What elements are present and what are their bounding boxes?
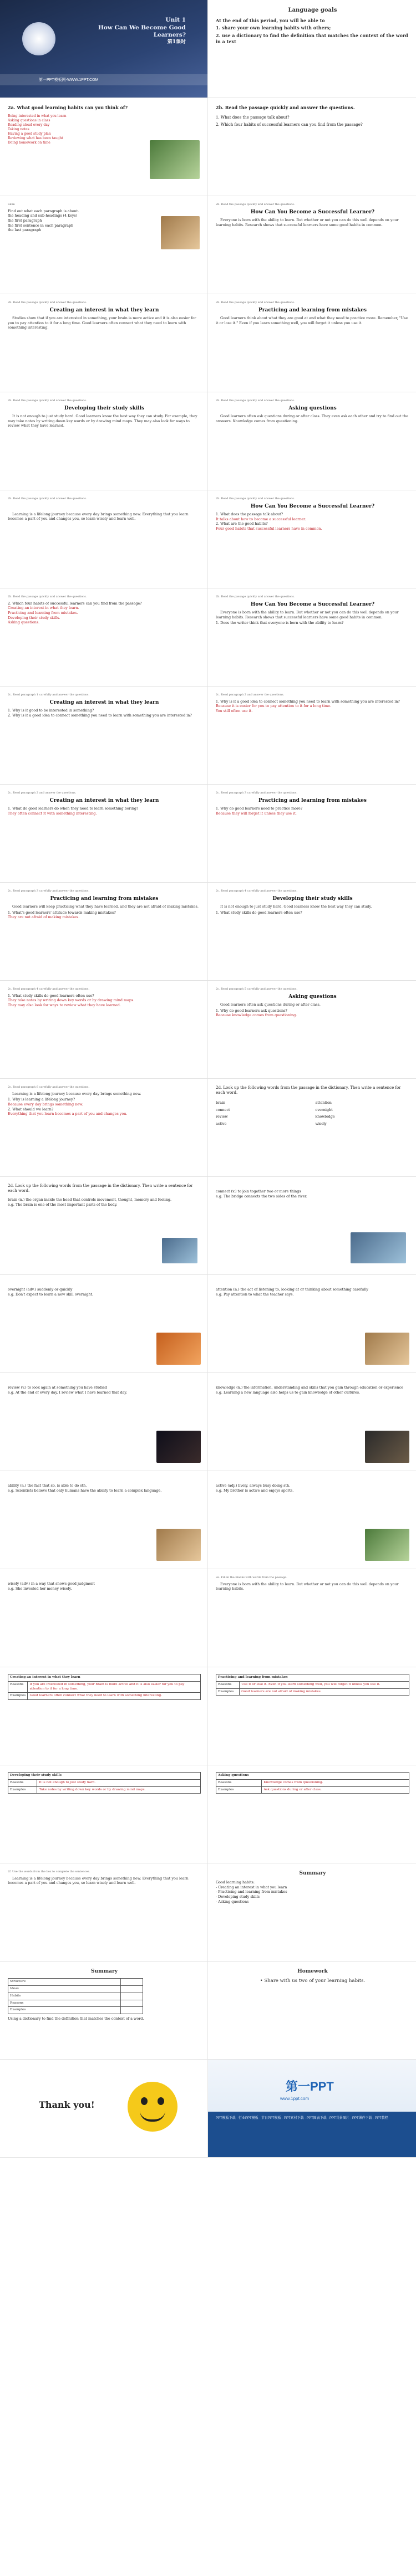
row-9 bbox=[0, 785, 416, 883]
child-image bbox=[156, 1529, 201, 1561]
slide-ppt-ad bbox=[208, 2060, 416, 2157]
word-item: overnight bbox=[315, 1107, 333, 1112]
ppt-url[interactable]: www.1ppt.com bbox=[280, 2096, 310, 2101]
goals-heading: Language goals bbox=[288, 7, 337, 13]
row-12 bbox=[0, 1079, 416, 1177]
slide-skim-label: Skim bbox=[8, 203, 15, 206]
slide-active bbox=[208, 1471, 416, 1569]
table-row-head: Reasons bbox=[8, 1779, 37, 1786]
answers-1-q2: 2. What are the good habits? bbox=[216, 521, 268, 526]
p5-a1: Because knowledge comes from questioning. bbox=[216, 1013, 297, 1018]
wisely-definition: wisely (adv.) in a way that shows good judgment bbox=[8, 1581, 95, 1586]
answers-1-label: 2b. Read the passage quickly and answer the questions. bbox=[216, 497, 295, 500]
row-14 bbox=[0, 1275, 416, 1373]
summary-line: - Practicing and learning from mistakes bbox=[216, 1889, 287, 1894]
p4b-q1: 1. What study skills do good learners often use? bbox=[8, 993, 94, 998]
p4-q1: 1. What study skills do good learners often use? bbox=[216, 910, 302, 915]
row-17 bbox=[0, 1569, 416, 1667]
overnight-example: e.g. Don't expect to learn a new skill overnight. bbox=[8, 1292, 93, 1297]
table-cell: Take notes by writing down key words or by drawing mind maps. bbox=[37, 1786, 201, 1794]
word-item: attention bbox=[315, 1100, 332, 1105]
p2-q1: 1. Why is it a good idea to connect something you need to learn with something you are interested in? bbox=[216, 699, 400, 704]
word-item: knowledge bbox=[315, 1114, 335, 1119]
slide-2c-p2b bbox=[0, 785, 208, 882]
smiley-icon bbox=[128, 2082, 177, 2132]
review-example: e.g. At the end of every day, I review what I have learned that day. bbox=[8, 1390, 128, 1395]
table-title: Developing their study skills bbox=[8, 1773, 201, 1780]
cover-heading: How Can We Become Good Learners? bbox=[98, 24, 186, 39]
ability-definition: ability (n.) the fact that sb. is able to do sth. bbox=[8, 1483, 87, 1488]
row-20 bbox=[0, 1863, 416, 1962]
row-11 bbox=[0, 981, 416, 1079]
born-ability-paragraph: Everyone is born with the ability to learn. But whether or not you can do this well depends on your learning habits. Research shows that successful learners have some good habits in common. bbox=[216, 610, 399, 619]
four-habits-item: Developing their study skills. bbox=[8, 615, 60, 620]
word-item: connect bbox=[216, 1107, 230, 1112]
passage-paragraph: Everyone is born with the ability to learn. But whether or not you can do this well depends on your learning habits. Research shows that successful learners have some good habits in common. bbox=[216, 217, 399, 227]
slide-homework bbox=[208, 1962, 416, 2059]
reading-photo bbox=[161, 216, 200, 249]
skim-line-1: Find out what each paragraph is about. bbox=[8, 208, 79, 213]
born-ability-question: 1. Does the writer think that everyone is born with the ability to learn? bbox=[216, 621, 344, 626]
four-habits-question: 2. Which four habits of successful learners can you find from the passage? bbox=[8, 601, 142, 606]
slide-brain bbox=[0, 1177, 208, 1274]
lifelong-paragraph: Learning is a lifelong journey because every day brings something new. Everything that you learn becomes a part of you and changes you, so learn wisely and learn well. bbox=[8, 511, 189, 521]
slide-interest bbox=[0, 294, 208, 392]
habit-item: Being interested in what you learn bbox=[8, 114, 67, 118]
summary-heading: Summary bbox=[299, 1871, 326, 1876]
overnight-image bbox=[156, 1333, 201, 1365]
active-definition: active (adj.) lively, always busy doing sth. bbox=[216, 1483, 291, 1488]
slide-skills bbox=[0, 392, 208, 490]
slide-review bbox=[0, 1373, 208, 1471]
slide-knowledge bbox=[208, 1373, 416, 1471]
slide-2f bbox=[0, 1863, 208, 1961]
thank-you-text: Thank you! bbox=[39, 2099, 95, 2110]
row-1 bbox=[0, 0, 416, 98]
sports-image bbox=[365, 1529, 409, 1561]
practice-table bbox=[216, 1674, 409, 1696]
cover-title bbox=[83, 17, 186, 46]
table-row-head: Examples bbox=[8, 1693, 28, 1700]
slide-2c-p4 bbox=[208, 883, 416, 980]
cover-slide bbox=[0, 0, 208, 98]
slide-2b-questions bbox=[208, 98, 416, 196]
slide-2c-p3b bbox=[0, 883, 208, 980]
review-definition: review (v.) to look again at something you have studied bbox=[8, 1385, 107, 1390]
row-6 bbox=[0, 490, 416, 588]
2e-label: 2e. Fill in the blanks with words from the passage. bbox=[216, 1576, 287, 1579]
cover-unit: Unit 1 bbox=[165, 17, 186, 23]
summary-row: Reasons bbox=[8, 2000, 121, 2007]
asking-paragraph: Good learners often ask questions during or after class. They even ask each other and try to find out the answers. Knowledge comes from questioning. bbox=[216, 413, 409, 423]
p1-q2: 2. Why is it a good idea to connect something you need to learn with something you are interested in? bbox=[8, 713, 192, 718]
p6-label: 2c. Read paragraph 6 carefully and answer the questions. bbox=[8, 1085, 90, 1089]
row-22 bbox=[0, 2060, 416, 2158]
p3b-title: Practicing and learning from mistakes bbox=[50, 895, 159, 902]
attention-example: e.g. Pay attention to what the teacher says. bbox=[216, 1292, 294, 1297]
word-grid bbox=[216, 1100, 409, 1126]
four-habits-item: Creating an interest in what they learn. bbox=[8, 606, 79, 611]
ability-example: e.g. Scientists believe that only humans have the ability to learn a complex language. bbox=[8, 1488, 162, 1493]
table-cell: Use it or lose it. Even if you learn something well, you will forget it unless you use it. bbox=[240, 1681, 409, 1688]
p3b-label: 2c. Read paragraph 3 carefully and answer the questions. bbox=[8, 889, 90, 893]
wisely-example: e.g. She invested her money wisely. bbox=[8, 1586, 72, 1591]
slide-2c-p4b bbox=[0, 981, 208, 1078]
row-13 bbox=[0, 1177, 416, 1275]
slide-2b-heading: 2b. Read the passage quickly and answer the questions. bbox=[216, 105, 355, 110]
slide-summary-1 bbox=[208, 1863, 416, 1961]
slide-table-practice bbox=[208, 1667, 416, 1765]
goal-item-1: 1. share your own learning habits with others; bbox=[216, 25, 331, 31]
goals-slide bbox=[208, 0, 416, 98]
table-cell: Knowledge comes from questioning. bbox=[262, 1779, 409, 1786]
knowledge-example: e.g. Learning a new language also helps us to gain knowledge of other cultures. bbox=[216, 1390, 361, 1395]
row-10 bbox=[0, 883, 416, 981]
p5-q1: 1. Why do good learners ask questions? bbox=[216, 1008, 287, 1013]
slide-2c-p3 bbox=[208, 785, 416, 882]
lightbulb-image bbox=[22, 22, 55, 55]
interest-title: Creating an interest in what they learn bbox=[49, 307, 159, 313]
passage-intro-label: 2b. Read the passage quickly and answer the questions. bbox=[216, 203, 295, 206]
skim-line-5: the last paragraph bbox=[8, 228, 42, 233]
lifelong-label: 2b. Read the passage quickly and answer the questions. bbox=[8, 497, 87, 500]
p4b-a2: They may also look for ways to review what they have learned. bbox=[8, 1003, 121, 1008]
goal-item-2: 2. use a dictionary to find the definition that matches the context of the word in a text bbox=[216, 33, 408, 44]
passage-title: How Can You Become a Successful Learner? bbox=[250, 209, 375, 215]
skim-line-4: the first sentence in each paragraph bbox=[8, 223, 74, 228]
born-ability-label: 2b. Read the passage quickly and answer the questions. bbox=[216, 595, 295, 598]
row-8 bbox=[0, 687, 416, 785]
habit-item: Having a good study plan bbox=[8, 132, 51, 136]
p2b-title: Creating an interest in what they learn bbox=[49, 797, 159, 803]
asking-table bbox=[216, 1772, 409, 1794]
homework-heading: Homework bbox=[297, 1969, 328, 1974]
practice-paragraph: Good learners think about what they are good at and what they need to practice more. Remember, "Use it or lose it." Even if you learn something well, you will forget it unless you use it. bbox=[216, 315, 408, 325]
four-habits-item: Asking questions. bbox=[8, 620, 40, 625]
summary-line: - Developing study skills bbox=[216, 1894, 260, 1899]
brain-definition: brain (n.) the organ inside the head that controls movement, thought, memory and feeling. bbox=[8, 1197, 172, 1202]
knowledge-definition: knowledge (n.) the information, understanding and skills that you gain through education or experience bbox=[216, 1385, 403, 1390]
p4-paragraph: It is not enough to just study hard. Good learners know the best way they can study. bbox=[220, 904, 372, 909]
slide-attention bbox=[208, 1275, 416, 1372]
summary-table bbox=[8, 1978, 143, 2014]
word-item: wisely bbox=[315, 1121, 327, 1126]
p5-label: 2c. Read paragraph 5 carefully and answer the questions. bbox=[216, 987, 298, 991]
slide-2a bbox=[0, 98, 208, 196]
answers-1-title: How Can You Become a Successful Learner? bbox=[250, 503, 375, 509]
ppt-logo: 第一PPT bbox=[286, 2080, 334, 2093]
cover-footer: 第一PPT模板网-WWW.1PPT.COM bbox=[0, 74, 207, 85]
table-title: Practicing and learning from mistakes bbox=[216, 1674, 409, 1682]
cover-subtitle: 第1课时 bbox=[167, 39, 186, 45]
overnight-definition: overnight (adv.) suddenly or quickly bbox=[8, 1287, 73, 1292]
skills-paragraph: It is not enough to just study hard. Good learners know the best way they can study. For example, they may take notes by writing down key words or by drawing mind maps. They may also look for ways to review what they have learned. bbox=[8, 413, 197, 428]
table-title: Asking questions bbox=[216, 1773, 409, 1780]
table-cell: It is not enough to just study hard. bbox=[37, 1779, 201, 1786]
word-item: active bbox=[216, 1121, 227, 1126]
p2b-a1: They often connect it with something interesting. bbox=[8, 811, 97, 816]
question-1: 1. What does the passage talk about? bbox=[216, 115, 290, 120]
p2-a2: You still often use it. bbox=[216, 709, 253, 714]
p1-q1: 1. Why is it good to be interested in something? bbox=[8, 708, 94, 713]
p3-label: 2c. Read paragraph 3 carefully and answer the questions. bbox=[216, 791, 298, 795]
answers-1-a2: Four good habits that successful learners have in common. bbox=[216, 526, 322, 531]
skills-label: 2b. Read the passage quickly and answer the questions. bbox=[8, 399, 87, 402]
word-item: review bbox=[216, 1114, 228, 1119]
slide-born-ability bbox=[208, 588, 416, 686]
p1-label: 2c. Read paragraph 1 carefully and answer the questions. bbox=[8, 693, 90, 697]
p5-paragraph: Good learners often ask questions during or after class. bbox=[220, 1002, 321, 1007]
summary-line: Good learning habits: bbox=[216, 1880, 255, 1885]
p1-title: Creating an interest in what they learn bbox=[49, 699, 159, 705]
slide-2c-p6 bbox=[0, 1079, 208, 1176]
slide-practice bbox=[208, 294, 416, 392]
homework-line: • Share with us two of your learning habits. bbox=[260, 1978, 366, 1984]
row-19 bbox=[0, 1765, 416, 1863]
slide-asking bbox=[208, 392, 416, 490]
answers-1-a1: It talks about how to become a successful learner. bbox=[216, 516, 306, 521]
study-night-image bbox=[156, 1431, 201, 1463]
table-row-head: Reasons bbox=[216, 1779, 262, 1786]
row-7 bbox=[0, 588, 416, 687]
row-3 bbox=[0, 196, 416, 294]
table-row-head: Examples bbox=[216, 1688, 240, 1696]
four-habits-item: Practicing and learning from mistakes. bbox=[8, 611, 78, 616]
slide-2c-p2 bbox=[208, 687, 416, 784]
row-18 bbox=[0, 1667, 416, 1765]
table-row-head: Reasons bbox=[216, 1681, 240, 1688]
slide-table-interest bbox=[0, 1667, 208, 1765]
table-row-head: Examples bbox=[216, 1786, 262, 1794]
p6-q1: 1. Why is learning a lifelong journey? bbox=[8, 1097, 75, 1102]
summary-line: - Asking questions bbox=[216, 1899, 249, 1904]
skim-line-2: the heading and sub-headings (4 keys) bbox=[8, 213, 78, 218]
slide-2c-p1 bbox=[0, 687, 208, 784]
slide-table-asking bbox=[208, 1765, 416, 1863]
slide-table-skills bbox=[0, 1765, 208, 1863]
slide-2e bbox=[208, 1569, 416, 1667]
classroom-image bbox=[365, 1333, 409, 1365]
interest-label: 2b. Read the passage quickly and answer the questions. bbox=[8, 301, 87, 304]
slide-2a-heading: 2a. What good learning habits can you think of? bbox=[8, 105, 128, 110]
ppt-links-strip[interactable]: PPT模板下载 · 行业PPT模板 · 节日PPT模板 · PPT素材下载 · PPT图表下载 · PPT背景图片 · PPT课件下载 · PPT教程 bbox=[208, 2112, 416, 2157]
connect-example: e.g. The bridge connects the two sides of the river. bbox=[216, 1194, 307, 1199]
summary-2-heading: Summary bbox=[91, 1969, 118, 1974]
skim-line-3: the first paragraph bbox=[8, 218, 42, 223]
p3-q1: 1. Why do good learners need to practice more? bbox=[216, 806, 303, 811]
p3-title: Practicing and learning from mistakes bbox=[258, 797, 367, 803]
habit-item: Doing homework on time bbox=[8, 141, 50, 145]
skills-table bbox=[8, 1772, 201, 1794]
question-2: 2. Which four habits of successful learners can you find from the passage? bbox=[216, 122, 363, 127]
skills-title: Developing their study skills bbox=[64, 405, 145, 411]
table-cell: Ask questions during or after class. bbox=[262, 1786, 409, 1794]
table-row-head: Examples bbox=[8, 1786, 37, 1794]
row-4 bbox=[0, 294, 416, 392]
2f-label: 2f. Use the words from the box to complete the sentences. bbox=[8, 1870, 90, 1873]
table-cell: Good learners are not afraid of making mistakes. bbox=[240, 1688, 409, 1696]
books-image bbox=[365, 1431, 409, 1463]
table-cell: Good learners often connect what they need to learn with something interesting. bbox=[28, 1693, 201, 1700]
table-cell: If you are interested in something, your brain is more active and it is also easier for you to pay attention to it for a long time. bbox=[28, 1681, 201, 1693]
p5-title: Asking questions bbox=[288, 993, 337, 1000]
p2b-label: 2c. Read paragraph 2 and answer the questions. bbox=[8, 791, 77, 795]
practice-title: Practicing and learning from mistakes bbox=[258, 307, 367, 313]
p4-title: Developing their study skills bbox=[272, 895, 353, 902]
interest-paragraph: Studies show that if you are interested in something, your brain is more active and it is also easier for you to pay attention to it for a long time. Good learners often connect what they need to learn with something interesting. bbox=[8, 315, 196, 330]
table-row-head: Reasons bbox=[8, 1681, 28, 1693]
connect-definition: connect (v.) to join together two or more things bbox=[216, 1189, 301, 1194]
p4b-a1: They take notes by writing down key words or by drawing mind maps. bbox=[8, 998, 135, 1003]
p2-label: 2c. Read paragraph 2 and answer the questions. bbox=[216, 693, 285, 697]
slide-overnight bbox=[0, 1275, 208, 1372]
goals-intro: At the end of this period, you will be able to bbox=[216, 17, 325, 23]
row-15 bbox=[0, 1373, 416, 1471]
2e-paragraph: Everyone is born with the ability to learn. But whether or not you can do this well depends on your learning habits. bbox=[216, 1581, 399, 1591]
habit-item: Taking notes bbox=[8, 127, 29, 132]
summary-line: - Creating an interest in what you learn bbox=[216, 1884, 287, 1889]
table-title: Creating an interest in what they learn bbox=[8, 1674, 201, 1682]
habit-item: Asking questions in class bbox=[8, 118, 50, 122]
practice-label: 2b. Read the passage quickly and answer the questions. bbox=[216, 301, 295, 304]
p3b-paragraph: Good learners will keep practicing what they have learned, and they are not afraid of making mistakes. bbox=[12, 904, 199, 909]
p6-paragraph: Learning is a lifelong journey because every day brings something new. bbox=[12, 1091, 141, 1096]
p2b-q1: 1. What do good learners do when they need to learn something boring? bbox=[8, 806, 139, 811]
word-item: brain bbox=[216, 1100, 226, 1105]
summary-note: Using a dictionary to find the definition that matches the context of a word. bbox=[8, 2016, 144, 2021]
p3b-a1: They are not afraid of making mistakes. bbox=[8, 915, 80, 920]
slide-ability bbox=[0, 1471, 208, 1569]
slide-skim bbox=[0, 196, 208, 294]
row-16 bbox=[0, 1471, 416, 1569]
p3-a1: Because they will forget it unless they use it. bbox=[216, 811, 297, 816]
brain-heading: 2d. Look up the following words from the passage in the dictionary. Then write a sentence for each word. bbox=[8, 1184, 193, 1194]
p4-label: 2c. Read paragraph 4 carefully and answer the questions. bbox=[216, 889, 298, 893]
p4b-label: 2c. Read paragraph 4 carefully and answer the questions. bbox=[8, 987, 90, 991]
p3b-q1: 1. What's good learners' attitude towards making mistakes? bbox=[8, 910, 116, 915]
brain-image bbox=[162, 1238, 197, 1263]
summary-row: Ideas bbox=[8, 1985, 121, 1993]
habit-item: Reading aloud every day bbox=[8, 122, 50, 127]
slide-answers-1 bbox=[208, 490, 416, 588]
row-21 bbox=[0, 1962, 416, 2060]
four-habits-label: 2b. Read the passage quickly and answer the questions. bbox=[8, 595, 87, 598]
slide-four-habits bbox=[0, 588, 208, 686]
p6-a2: Everything that you learn becomes a part of you and changes you. bbox=[8, 1112, 128, 1117]
bridge-image bbox=[351, 1232, 406, 1263]
brain-example: e.g. The brain is one of the most important parts of the body. bbox=[8, 1202, 118, 1207]
interest-table bbox=[8, 1674, 201, 1700]
p6-a1: Because every day brings something new. bbox=[8, 1102, 83, 1107]
slide-wisely bbox=[0, 1569, 208, 1667]
row-5 bbox=[0, 392, 416, 490]
slide-thanks bbox=[0, 2060, 208, 2157]
born-ability-title: How Can You Become a Successful Learner? bbox=[250, 601, 375, 607]
students-photo bbox=[150, 140, 200, 179]
slide-passage-intro bbox=[208, 196, 416, 294]
2f-paragraph: Learning is a lifelong journey because every day brings something new. Everything that you learn becomes a part of you and changes you, so learn wisely and learn well. bbox=[8, 1876, 189, 1886]
slide-2c-p5 bbox=[208, 981, 416, 1078]
slide-summary-2 bbox=[0, 1962, 208, 2059]
active-example: e.g. My brother is active and enjoys sports. bbox=[216, 1488, 294, 1493]
answers-1-q1: 1. What does the passage talk about? bbox=[216, 511, 283, 516]
2d-heading: 2d. Look up the following words from the passage in the dictionary. Then write a sentence for each word. bbox=[216, 1085, 401, 1095]
p6-q2: 2. What should we learn? bbox=[8, 1107, 54, 1112]
p2-a1: Because it is easier for you to pay attention to it for a long time. bbox=[216, 704, 332, 709]
summary-row: Examples bbox=[8, 2007, 121, 2014]
asking-title: Asking questions bbox=[288, 405, 337, 411]
summary-row: Structure bbox=[8, 1979, 121, 1986]
slide-lifelong bbox=[0, 490, 208, 588]
summary-row: Habits bbox=[8, 1993, 121, 2000]
habit-item: Reviewing what has been taught bbox=[8, 136, 63, 141]
row-2 bbox=[0, 98, 416, 196]
slide-2d-words bbox=[208, 1079, 416, 1176]
attention-definition: attention (n.) the act of listening to, looking at or thinking about something carefully bbox=[216, 1287, 368, 1292]
slide-connect bbox=[208, 1177, 416, 1274]
asking-label: 2b. Read the passage quickly and answer the questions. bbox=[216, 399, 295, 402]
